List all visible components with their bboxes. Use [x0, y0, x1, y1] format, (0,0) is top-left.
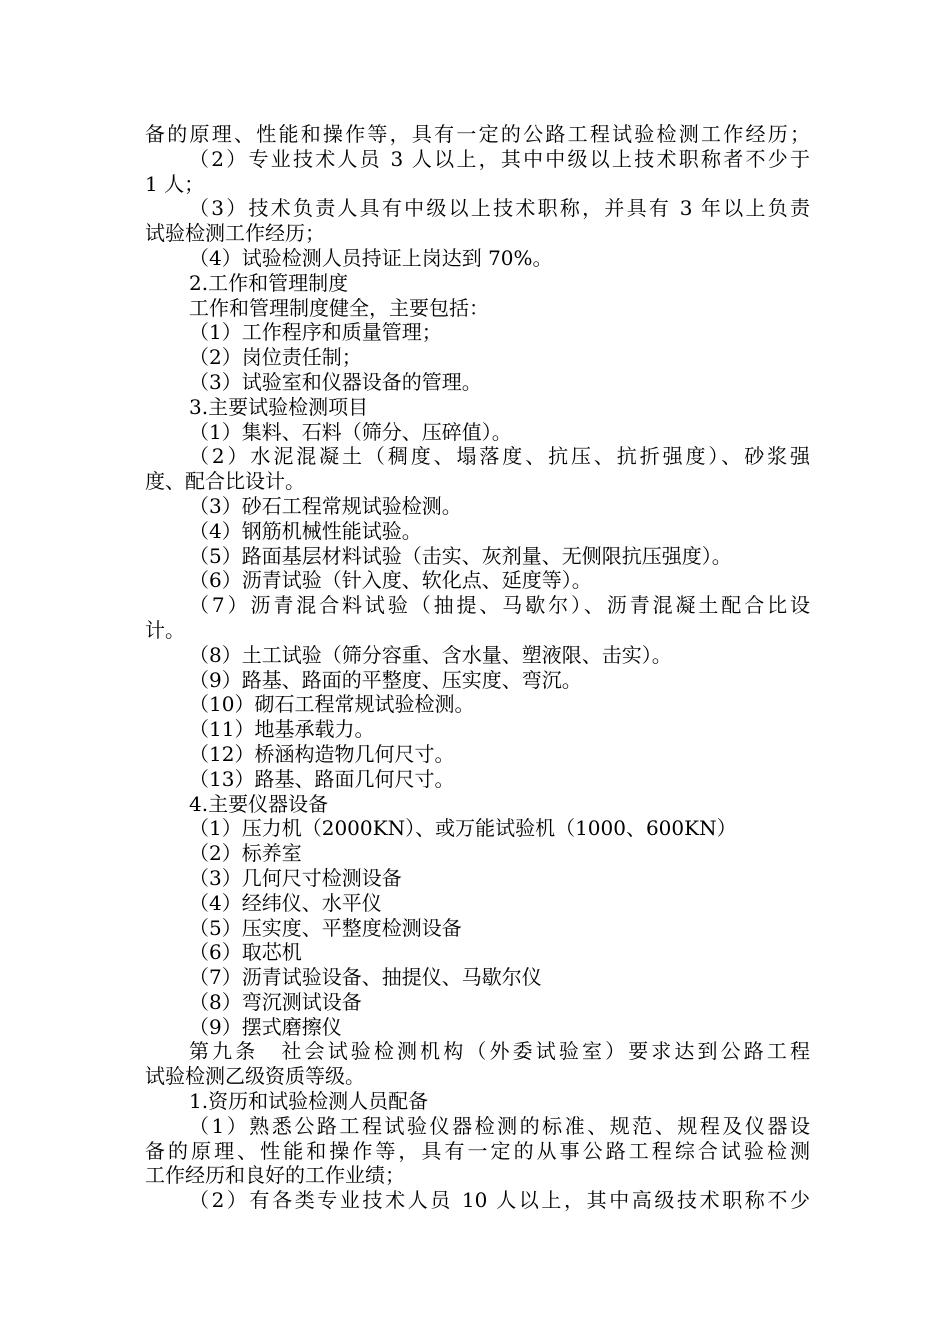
text-line: 工作和管理制度健全，主要包括： [189, 295, 489, 320]
text-line: （6）沥青试验（针入度、软化点、延度等）。 [189, 568, 592, 593]
text-line: （2）岗位责任制； [189, 345, 362, 370]
text-line: （7）沥青混合料试验（抽提、马歇尔）、沥青混凝土配合比设 [189, 593, 810, 618]
text-line: 2.工作和管理制度 [189, 270, 349, 295]
text-line: 4.主要仪器设备 [189, 791, 329, 816]
text-line: （10）砌石工程常规试验检测。 [189, 692, 475, 717]
text-line: （3）砂石工程常规试验检测。 [189, 493, 462, 518]
text-line: （2）标养室 [189, 841, 302, 866]
text-line: 工作经历和良好的工作业绩； [145, 1163, 405, 1188]
document-body [145, 122, 810, 1213]
text-line: 试验检测工作经历； [145, 221, 325, 246]
text-line: （4）钢筋机械性能试验。 [189, 518, 422, 543]
text-line: （11）地基承载力。 [189, 717, 375, 742]
text-line: 第九条 社会试验检测机构（外委试验室）要求达到公路工程 [189, 1039, 810, 1064]
text-line: （3）试验室和仪器设备的管理。 [189, 369, 482, 394]
text-line: （1）压力机（2000KN）、或万能试验机（1000、600KN） [189, 816, 737, 841]
text-line: （2）有各类专业技术人员 10 人以上，其中高级技术职称不少 [189, 1188, 810, 1213]
text-line: （4）经纬仪、水平仪 [189, 890, 382, 915]
text-line: 1 人； [145, 171, 205, 196]
text-line: 度、配合比设计。 [145, 469, 305, 494]
text-line: （4）试验检测人员持证上岗达到 70%。 [189, 245, 553, 270]
text-line: （5）压实度、平整度检测设备 [189, 915, 462, 940]
text-line: （12）桥涵构造物几何尺寸。 [189, 741, 455, 766]
text-line: 备的原理、性能和操作等，具有一定的从事公路工程综合试验检测 [145, 1138, 810, 1163]
text-line: （3）技术负责人具有中级以上技术职称，并具有 3 年以上负责 [189, 196, 810, 221]
text-line: （1）熟悉公路工程试验仪器检测的标准、规范、规程及仪器设 [189, 1113, 810, 1138]
text-line: （2）专业技术人员 3 人以上，其中中级以上技术职称者不少于 [189, 146, 810, 171]
text-line: 试验检测乙级资质等级。 [145, 1064, 365, 1089]
text-line: （1）集料、石料（筛分、压碎值）。 [189, 419, 512, 444]
text-line: （6）取芯机 [189, 940, 302, 965]
text-line: 3.主要试验检测项目 [189, 394, 369, 419]
text-line: （2）水泥混凝土（稠度、塌落度、抗压、抗折强度）、砂浆强 [189, 444, 810, 469]
text-line: 1.资历和试验检测人员配备 [189, 1089, 429, 1114]
text-line: （8）土工试验（筛分容重、含水量、塑液限、击实）。 [189, 642, 672, 667]
text-line: （1）工作程序和质量管理； [189, 320, 442, 345]
text-line: （5）路面基层材料试验（击实、灰剂量、无侧限抗压强度）。 [189, 543, 732, 568]
text-line: （8）弯沉测试设备 [189, 989, 362, 1014]
text-line: 备的原理、性能和操作等，具有一定的公路工程试验检测工作经历； [145, 122, 810, 146]
text-line: （7）沥青试验设备、抽提仪、马歇尔仪 [189, 965, 542, 990]
text-line: 计。 [145, 617, 185, 642]
text-line: （9）路基、路面的平整度、压实度、弯沉。 [189, 667, 582, 692]
text-line: （3）几何尺寸检测设备 [189, 865, 402, 890]
text-line: （9）摆式磨擦仪 [189, 1014, 342, 1039]
text-line: （13）路基、路面几何尺寸。 [189, 766, 455, 791]
document-page [145, 122, 810, 1213]
